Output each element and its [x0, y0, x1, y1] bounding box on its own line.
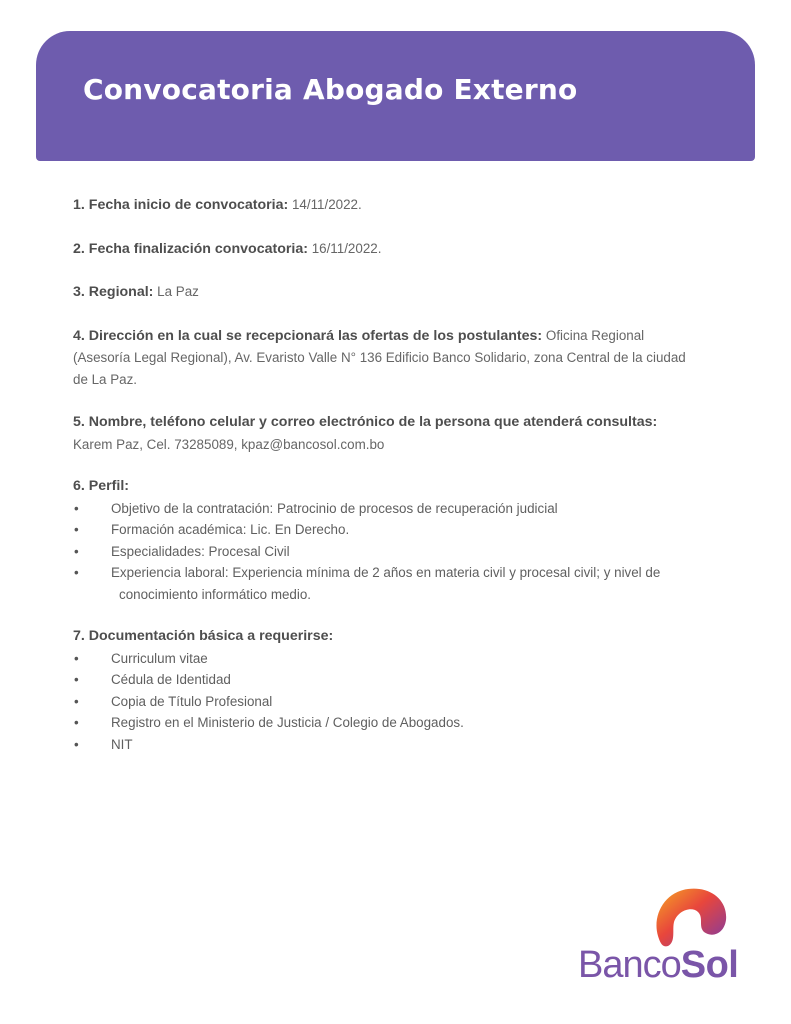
- bullet-icon: •: [74, 693, 79, 709]
- list-item: • Curriculum vitae: [73, 648, 693, 670]
- bullet-icon: •: [74, 500, 79, 516]
- list-item: • Experiencia laboral: Experiencia mínima de 2 años en materia civil y procesal civil; y nivel de conocimiento informático medio.: [73, 562, 693, 605]
- bullet-icon: •: [74, 565, 79, 580]
- bullet-icon: •: [74, 543, 79, 559]
- section-value: 16/11/2022.: [311, 240, 382, 256]
- bullet-icon: •: [74, 650, 79, 666]
- section-direccion: [73, 325, 693, 391]
- logo-wordmark: BancoSol: [578, 944, 739, 986]
- section-label: 6. Perfil:: [73, 478, 129, 494]
- section-fecha-inicio: [73, 194, 693, 217]
- bullet-icon: •: [74, 522, 79, 537]
- documentacion-list: [73, 648, 693, 756]
- list-item: • Objetivo de la contratación: Patrocinio de procesos de recuperación judicial: [73, 498, 693, 520]
- bullet-icon: •: [74, 672, 79, 687]
- list-item: • Cédula de Identidad: [73, 669, 693, 691]
- section-label: 3. Regional:: [73, 284, 154, 300]
- section-label: 5. Nombre, teléfono celular y correo electrónico de la persona que atenderá consultas:: [73, 414, 658, 430]
- list-item: • Registro en el Ministerio de Justicia / Colegio de Abogados.: [73, 712, 693, 734]
- section-regional: [73, 281, 693, 304]
- section-documentacion: [73, 626, 693, 755]
- section-value: 14/11/2022.: [291, 197, 362, 212]
- section-fecha-fin: [73, 238, 693, 261]
- section-perfil: [73, 476, 693, 605]
- document-body: [73, 194, 693, 776]
- section-value: Oficina Regional (Asesoría Legal Regional), Av. Evaristo Valle N° 136 Edificio Banco Solidario, zona Central de la ciudad de La Paz.: [73, 327, 686, 387]
- section-contacto: [73, 411, 693, 455]
- list-item: • Especialidades: Procesal Civil: [73, 541, 693, 563]
- bancosol-logo: [576, 886, 766, 991]
- section-label: 1. Fecha inicio de convocatoria:: [73, 197, 289, 213]
- bullet-icon: •: [74, 715, 79, 730]
- list-item-continuation: conocimiento informático medio.: [119, 586, 312, 602]
- list-item: • Formación académica: Lic. En Derecho.: [73, 519, 693, 541]
- perfil-list: [73, 498, 693, 606]
- section-label: 7. Documentación básica a requerirse:: [73, 628, 334, 644]
- header-banner: [36, 31, 755, 161]
- page-title: Convocatoria Abogado Externo: [83, 73, 578, 106]
- section-label: 4. Dirección en la cual se recepcionará las ofertas de los postulantes:: [73, 327, 543, 344]
- section-label: 2. Fecha finalización convocatoria:: [73, 240, 308, 257]
- section-value: Karem Paz, Cel. 73285089, kpaz@bancosol.com.bo: [73, 436, 385, 452]
- section-value: La Paz: [157, 284, 199, 299]
- list-item: • Copia de Título Profesional: [73, 691, 693, 713]
- list-item: • NIT: [73, 734, 693, 756]
- bullet-icon: •: [74, 736, 79, 752]
